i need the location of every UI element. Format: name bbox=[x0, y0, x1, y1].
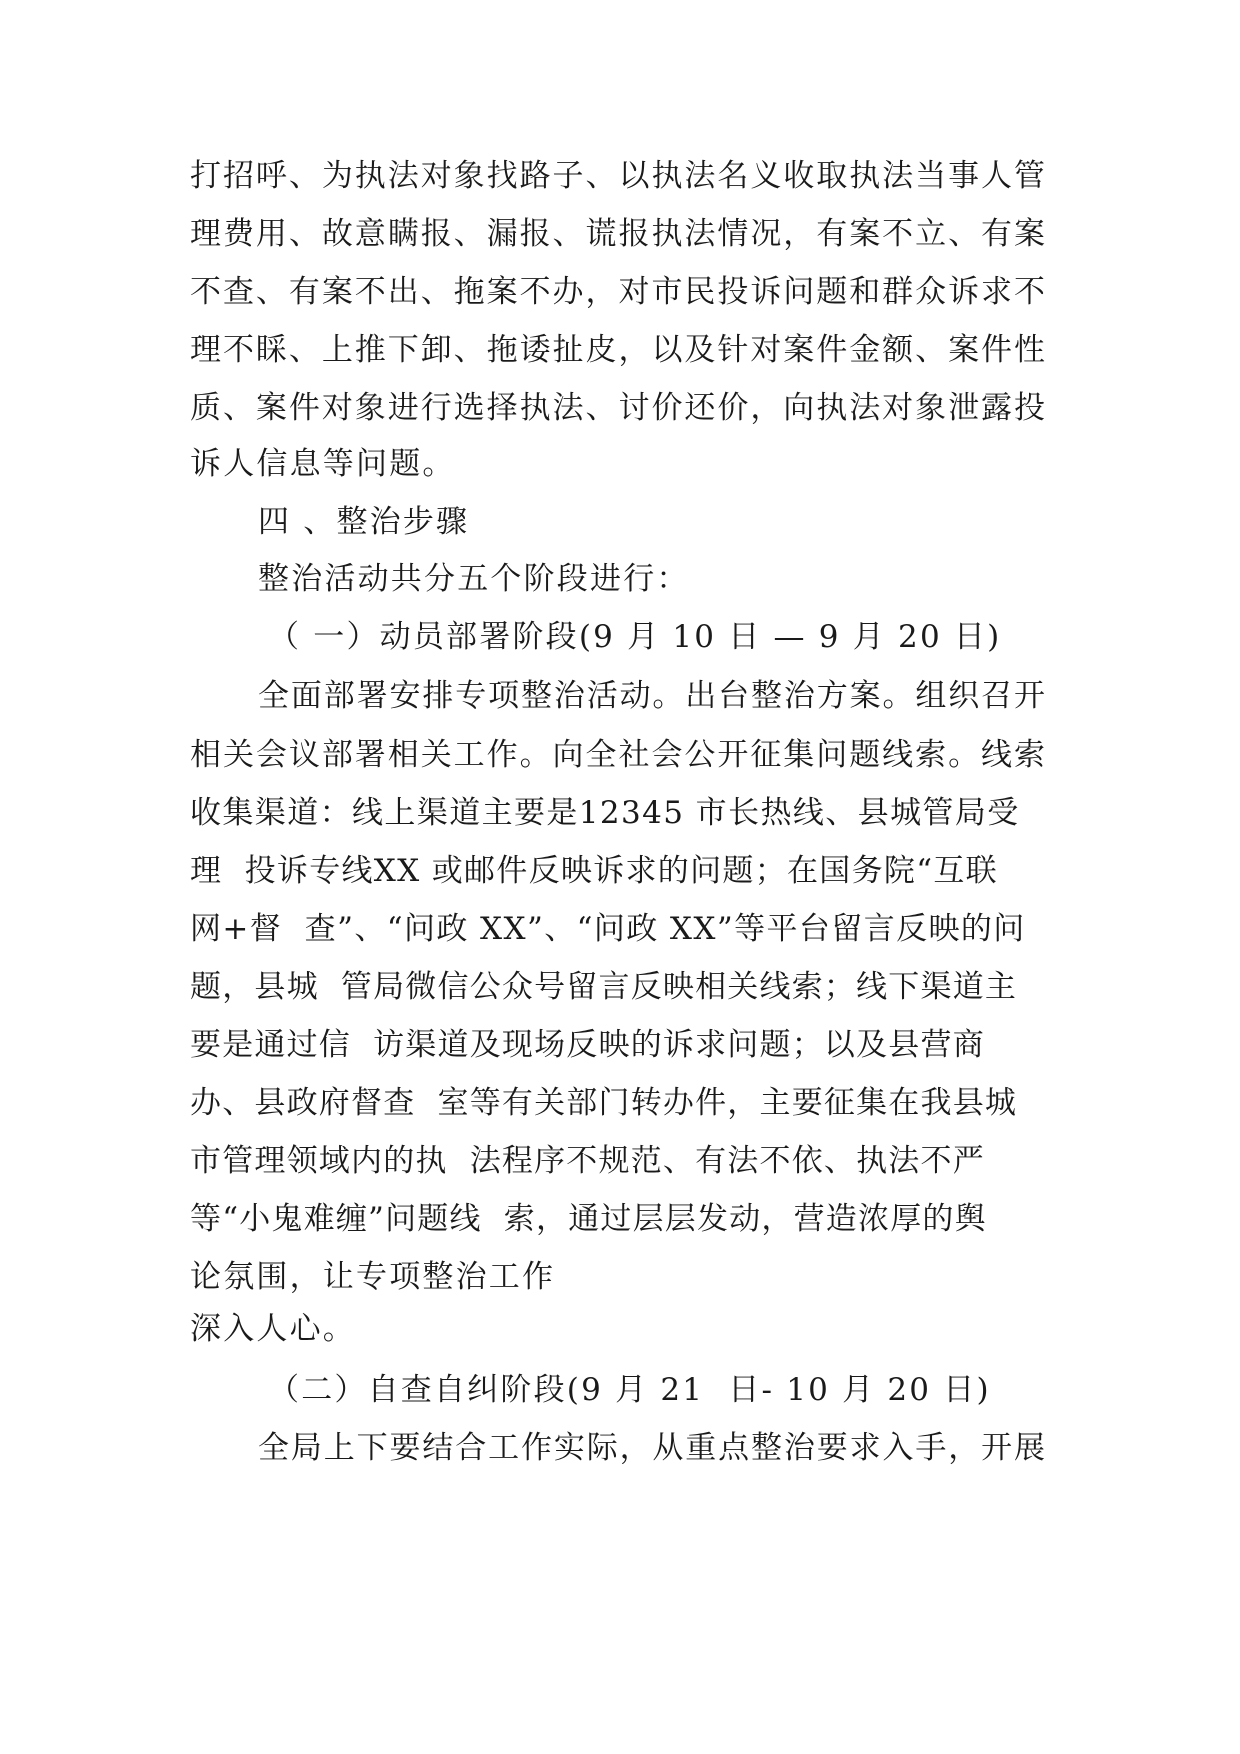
body-text-line: 诉人信息等问题。 bbox=[190, 446, 456, 482]
body-text-line: 不查、有案不出、拖案不办，对市民投诉问题和群众诉求不 bbox=[190, 274, 1045, 310]
section-heading: 四 、整治步骤 bbox=[258, 504, 470, 540]
subsection-heading: （ 一）动员部署阶段(9 月 10 日 — 9 月 20 日) bbox=[268, 619, 1002, 655]
body-text-line: 题，县城 管局微信公众号留言反映相关线索；线下渠道主 bbox=[190, 969, 1018, 1005]
body-text-line: 深入人心。 bbox=[190, 1311, 356, 1347]
body-text-line: 全局上下要结合工作实际，从重点整治要求入手，开展 bbox=[258, 1430, 1045, 1466]
body-text-line: 办、县政府督查 室等有关部门转办件，主要征集在我县城 bbox=[190, 1085, 1018, 1121]
body-text-line: 相关会议部署相关工作。向全社会公开征集问题线索。线索 bbox=[190, 737, 1045, 773]
body-text-line: 理费用、故意瞒报、漏报、谎报执法情况，有案不立、有案 bbox=[190, 216, 1045, 252]
body-text-line: 理 投诉专线XX 或邮件反映诉求的问题；在国务院“互联 bbox=[190, 853, 998, 889]
body-text-line: 打招呼、为执法对象找路子、以执法名义收取执法当事人管 bbox=[190, 158, 1045, 194]
body-text-line: 网+督 查”、“问政 XX”、“问政 XX”等平台留言反映的问 bbox=[190, 911, 1026, 947]
body-text-line: 市管理领域内的执 法程序不规范、有法不依、执法不严 bbox=[190, 1143, 985, 1179]
body-text-line: 理不睬、上推下卸、拖诿扯皮，以及针对案件金额、案件性 bbox=[190, 332, 1045, 368]
body-text-line: 收集渠道：线上渠道主要是12345 市长热线、县城管局受 bbox=[190, 795, 1020, 831]
body-text-line: 要是通过信 访渠道及现场反映的诉求问题；以及县营商 bbox=[190, 1027, 985, 1063]
body-text-line: 质、案件对象进行选择执法、讨价还价，向执法对象泄露投 bbox=[190, 390, 1045, 426]
subsection-heading: （二）自查自纠阶段(9 月 21 日- 10 月 20 日) bbox=[268, 1372, 991, 1408]
body-text-line: 全面部署安排专项整治活动。出台整治方案。组织召开 bbox=[258, 678, 1045, 714]
body-text-line: 论氛围，让专项整治工作 bbox=[190, 1259, 556, 1295]
body-text-line: 整治活动共分五个阶段进行： bbox=[258, 561, 690, 597]
body-text-line: 等“小鬼难缠”问题线 索，通过层层发动，营造浓厚的舆 bbox=[190, 1201, 987, 1237]
